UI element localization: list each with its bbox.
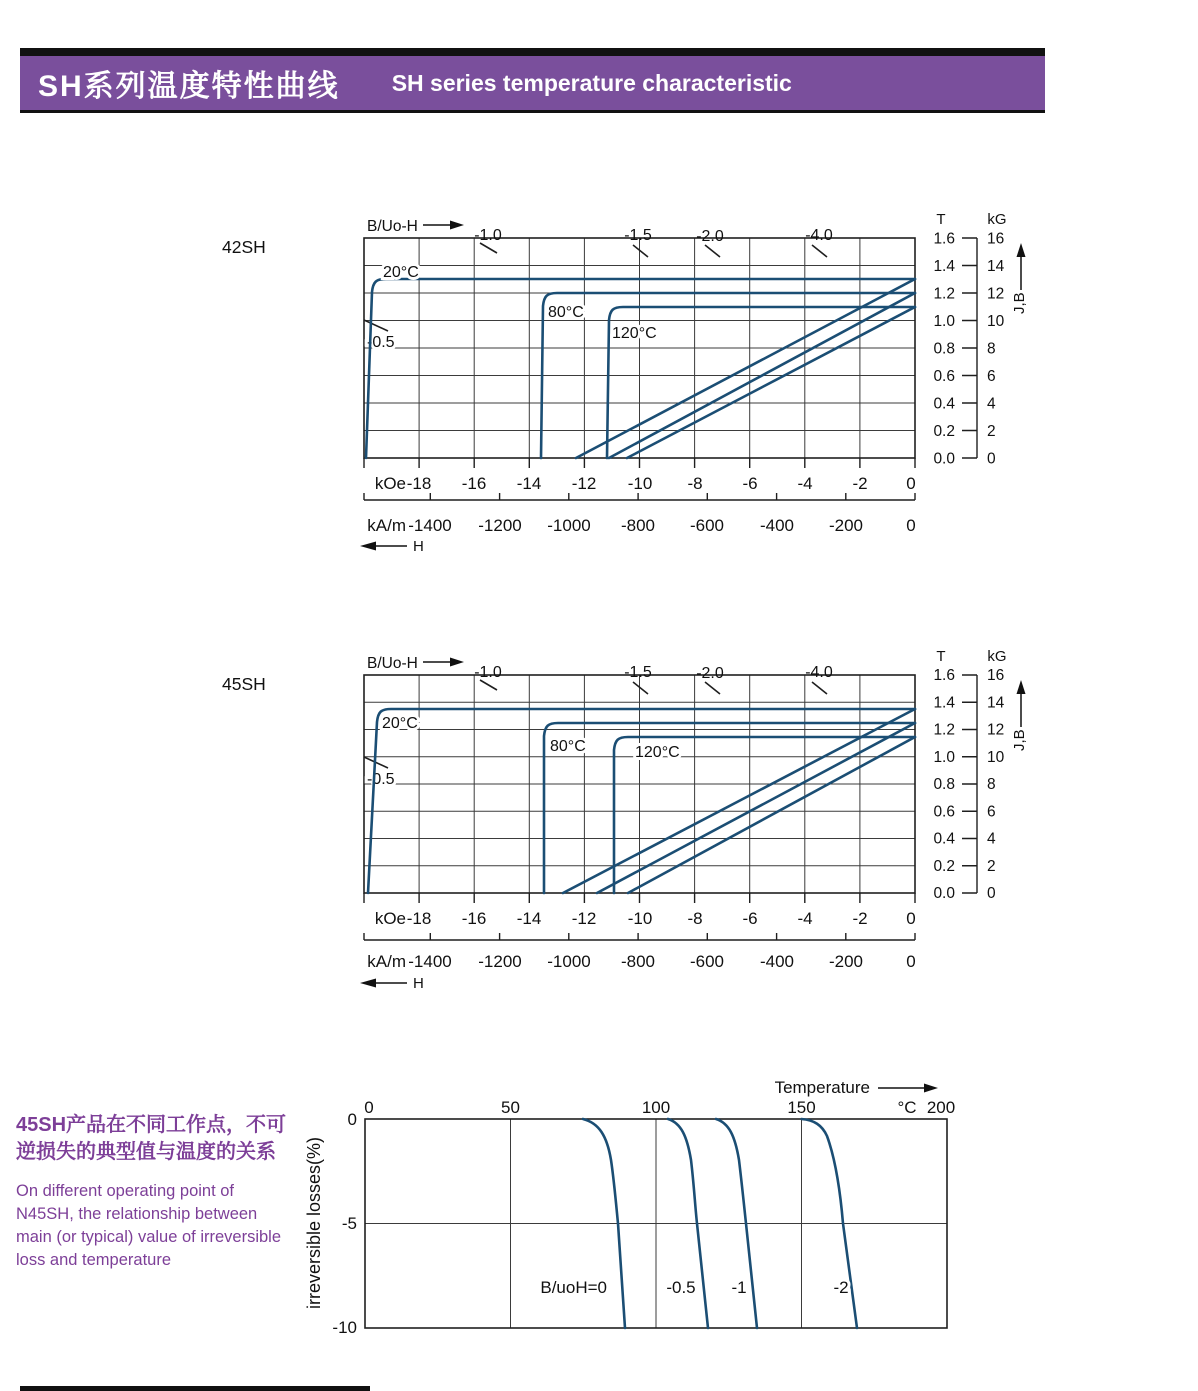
- grid-lines: [365, 1119, 947, 1328]
- tick-label: 0.6: [933, 368, 955, 385]
- curve-120c-b: [627, 307, 915, 458]
- side-note-zh-line: 逆损失的典型值与温度的关系: [16, 1141, 276, 1163]
- loadline-label: -4.0: [805, 664, 833, 681]
- tick-label: -600: [689, 516, 725, 535]
- loadline-axis-label: B/Uo-H: [367, 218, 418, 235]
- tick-label: 8: [987, 776, 996, 793]
- tick-label: -5: [341, 1214, 357, 1233]
- loadline-label: -1.5: [624, 227, 652, 244]
- jb-axis-label: J,B: [1011, 292, 1028, 314]
- loadline-arrowhead-icon: [450, 221, 464, 230]
- loss-chart: [280, 1070, 980, 1370]
- chart-label: 45SH: [222, 674, 266, 694]
- curve-temp-label: 120°C: [612, 325, 657, 342]
- title-banner: [20, 56, 1045, 110]
- tick-label: -18: [406, 474, 432, 493]
- header-bottom-rule: [20, 110, 1045, 113]
- jb-axis-label: J,B: [1011, 729, 1028, 751]
- tick-label: -1000: [547, 952, 591, 971]
- loadline-label: -1.0: [474, 664, 502, 681]
- side-note-zh-line: 45SH产品在不同工作点，不可: [16, 1114, 287, 1136]
- tick-label: -1200: [478, 952, 522, 971]
- right-axis-bracket: [962, 675, 977, 893]
- tick-label: 12: [987, 285, 1005, 303]
- tick-label: 100: [641, 1098, 671, 1117]
- curve-temp-label: 20°C: [383, 264, 419, 281]
- tick-label: -16: [461, 474, 487, 493]
- h-arrowhead-icon: [360, 542, 376, 551]
- loss-curve-label: -2: [833, 1278, 849, 1297]
- tick-label: -12: [571, 909, 597, 928]
- side-note-en-line: loss and temperature: [16, 1251, 172, 1269]
- kam-ruler: [364, 493, 915, 500]
- tick-label: -1400: [408, 516, 452, 535]
- tick-label: 1.4: [933, 694, 955, 712]
- kg-axis-unit: kG: [987, 648, 1007, 665]
- tick-label: -6: [742, 474, 758, 493]
- tick-label: 0: [906, 516, 916, 535]
- tick-label: -4: [797, 909, 813, 928]
- chart-label: 42SH: [222, 237, 266, 257]
- tick-label: -1000: [547, 516, 591, 535]
- tick-label: 6: [987, 803, 996, 821]
- curve-temp-label: 80°C: [550, 738, 586, 755]
- side-note-en-line: main (or typical) value of irreversible: [16, 1228, 282, 1246]
- tick-label: -18: [406, 909, 432, 928]
- header-top-rule: [20, 48, 1045, 56]
- demag-chart-45sh: [200, 632, 1080, 1002]
- tick-label: 0: [987, 450, 996, 468]
- loadline-label: -1.5: [624, 664, 652, 681]
- tick-label: 0.4: [933, 395, 955, 413]
- tick-label: 10: [987, 749, 1005, 766]
- tick-label: 0: [347, 1110, 357, 1129]
- tick-label: 12: [987, 721, 1005, 739]
- tick-label: 0.4: [933, 830, 955, 848]
- tick-label: 0.2: [933, 423, 955, 440]
- t-axis-unit: T: [936, 211, 946, 228]
- tick-label: -800: [620, 516, 656, 535]
- kg-axis-unit: kG: [987, 211, 1007, 228]
- h-arrowhead-icon: [360, 979, 376, 988]
- tick-label: -8: [687, 909, 703, 928]
- loadline-arrowhead-icon: [450, 658, 464, 667]
- page-title-en: SH series temperature characteristic: [391, 69, 792, 96]
- tick-label: 2: [987, 423, 996, 440]
- tick-label: -2: [852, 909, 868, 928]
- tick-label: 14: [987, 258, 1005, 275]
- curve-80c-j: [544, 723, 915, 893]
- tick-label: -16: [461, 909, 487, 928]
- page-title-zh: SH系列温度特性曲线: [38, 70, 340, 103]
- tick-label: 1.6: [933, 230, 955, 248]
- tick-label: 0: [906, 474, 916, 493]
- tick-label: -6: [742, 909, 758, 928]
- tick-label: -8: [687, 474, 703, 493]
- loss-curve-label: -1: [731, 1278, 747, 1297]
- koe-axis-unit: kOe: [374, 474, 406, 493]
- right-axis-bracket: [962, 238, 977, 458]
- tick-label: 0: [364, 1098, 374, 1117]
- side-note-en-line: N45SH, the relationship between: [16, 1205, 258, 1223]
- tick-label: -200: [828, 952, 864, 971]
- tick-label: -200: [828, 516, 864, 535]
- tick-label: 4: [987, 395, 996, 413]
- temperature-axis-label: Temperature: [774, 1078, 870, 1097]
- h-axis-label: H: [413, 538, 424, 555]
- tick-label: -14: [516, 909, 542, 928]
- jb-arrowhead-icon: [1017, 680, 1026, 694]
- side-note-en-line: On different operating point of: [16, 1182, 235, 1200]
- tick-label: 1.0: [933, 749, 955, 766]
- tick-label: 10: [987, 313, 1005, 330]
- tick-label: 0.8: [933, 776, 955, 793]
- footer-rule: [20, 1386, 370, 1391]
- loadline-tick-marks: [480, 680, 827, 694]
- tick-label: 16: [987, 230, 1005, 248]
- tick-label: 0.2: [933, 858, 955, 875]
- curve-temp-label: 80°C: [548, 304, 584, 321]
- temperature-arrowhead-icon: [924, 1084, 938, 1093]
- tick-label: 4: [987, 830, 996, 848]
- kam-axis-unit: kA/m: [367, 952, 406, 971]
- celsius-unit: °C: [897, 1098, 917, 1117]
- tick-label: 8: [987, 340, 996, 358]
- loss-curve-label: B/uoH=0: [540, 1278, 607, 1297]
- tick-label: 200: [926, 1098, 956, 1117]
- loadline-label: -1.0: [474, 227, 502, 244]
- tick-label: -2: [852, 474, 868, 493]
- tick-label: 0.6: [933, 803, 955, 821]
- tick-label: -1400: [408, 952, 452, 971]
- koe-axis-unit: kOe: [374, 909, 406, 928]
- tick-label: -12: [571, 474, 597, 493]
- tick-label: 0: [906, 909, 916, 928]
- curve-temp-label: 120°C: [635, 744, 680, 761]
- tick-label: 0.0: [933, 885, 955, 902]
- koe-tick-marks: [364, 893, 915, 903]
- h-axis-label: H: [413, 975, 424, 992]
- tick-label: 0: [906, 952, 916, 971]
- t-axis-unit: T: [936, 648, 946, 665]
- tick-label: 6: [987, 368, 996, 385]
- koe-tick-marks: [364, 458, 915, 468]
- side-note: [16, 1112, 316, 1272]
- tick-label: 0: [987, 885, 996, 902]
- tick-label: -10: [332, 1318, 357, 1337]
- tick-label: -800: [620, 952, 656, 971]
- tick-label: -600: [689, 952, 725, 971]
- tick-label: -10: [627, 909, 653, 928]
- tick-label: 1.2: [933, 721, 955, 739]
- tick-label: 50: [501, 1098, 520, 1117]
- tick-label: -4: [797, 474, 813, 493]
- kam-axis-unit: kA/m: [367, 516, 406, 535]
- kam-ruler: [364, 933, 915, 940]
- curve-temp-label: 20°C: [382, 715, 418, 732]
- tick-label: -10: [627, 474, 653, 493]
- tick-label: 150: [787, 1098, 816, 1117]
- tick-label: 1.4: [933, 258, 955, 275]
- tick-label: -400: [759, 516, 795, 535]
- tick-label: 2: [987, 858, 996, 875]
- tick-label: 14: [987, 694, 1005, 712]
- loadline-label: -2.0: [696, 665, 724, 682]
- loadline-label: -4.0: [805, 227, 833, 244]
- loss-curve-label: -0.5: [666, 1278, 696, 1297]
- loadline-tick-marks: [480, 243, 827, 257]
- jb-arrowhead-icon: [1017, 243, 1026, 257]
- loadline-label: -2.0: [696, 228, 724, 245]
- tick-label: 1.0: [933, 313, 955, 330]
- tick-label: -14: [516, 474, 542, 493]
- loadline-label-left: -0.5: [367, 334, 395, 351]
- loadline-axis-label: B/Uo-H: [367, 655, 418, 672]
- loadline-tick-mark: [364, 320, 388, 331]
- tick-label: 16: [987, 667, 1005, 684]
- demag-chart-42sh: [200, 195, 1080, 565]
- tick-label: -1200: [478, 516, 522, 535]
- tick-label: 1.2: [933, 285, 955, 303]
- y-axis-title: irreversible losses(%): [304, 1136, 324, 1310]
- tick-label: 0.8: [933, 340, 955, 358]
- tick-label: -400: [759, 952, 795, 971]
- tick-label: 0.0: [933, 450, 955, 468]
- tick-label: 1.6: [933, 667, 955, 684]
- loadline-label-left: -0.5: [367, 771, 395, 788]
